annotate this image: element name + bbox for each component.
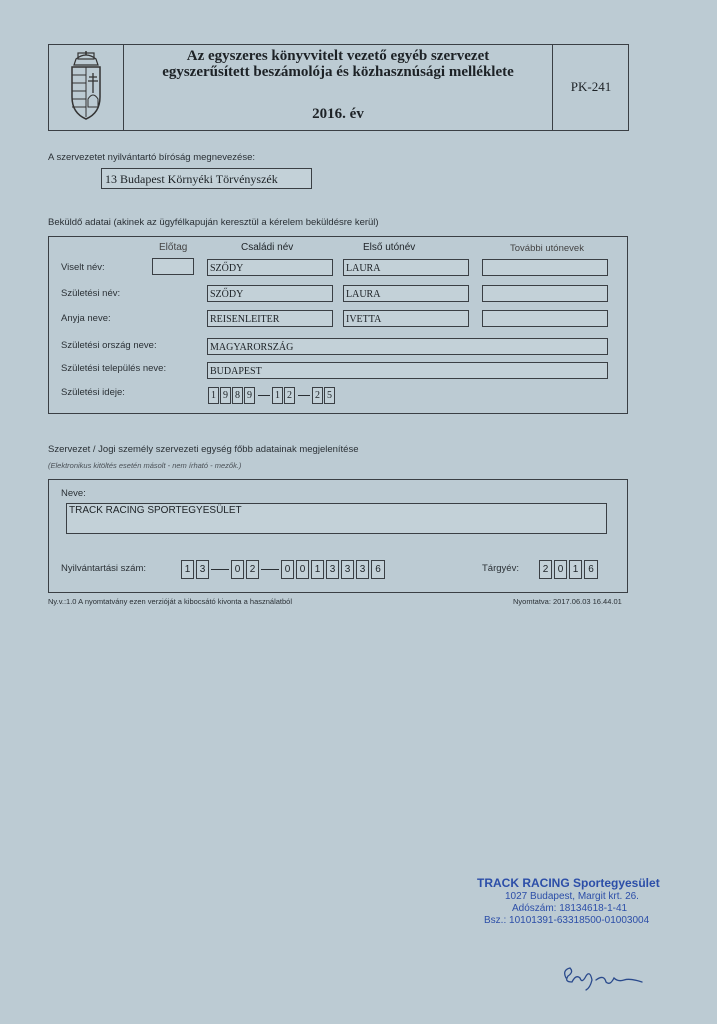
printed-timestamp: Nyomtatva: 2017.06.03 16.44.01 — [513, 597, 622, 606]
year-digit[interactable]: 2 — [539, 560, 552, 579]
birth-year-digit[interactable]: 9 — [220, 387, 231, 404]
birth-year-digit[interactable]: 8 — [232, 387, 243, 404]
birth-city-label: Születési település neve: — [61, 363, 167, 374]
col-first: Első utónév — [363, 242, 416, 253]
mother-first-field[interactable]: IVETTA — [343, 310, 469, 327]
prefix-field[interactable] — [152, 258, 194, 275]
col-family: Családi név — [241, 242, 294, 253]
reg-number-label: Nyilvántartási szám: — [61, 563, 146, 574]
reg-separator — [211, 569, 229, 570]
worn-family-field[interactable]: SZŐDY — [207, 259, 333, 276]
date-separator — [298, 395, 310, 396]
row-label-birth-name: Születési név: — [61, 288, 121, 299]
form-title-line2: egyszerűsített beszámolója és közhasznúsági melléklete — [162, 64, 514, 80]
reg-digit[interactable]: 3 — [356, 560, 369, 579]
court-label: A szervezetet nyilvántartó bíróság megnevezése: — [48, 152, 256, 163]
col-other: További utónevek — [510, 243, 584, 254]
birth-day-digit[interactable]: 2 — [312, 387, 323, 404]
org-name-label: Neve: — [61, 488, 86, 499]
mother-family-field[interactable]: REISENLEITER — [207, 310, 333, 327]
stamp-tax: Adószám: 18134618-1-41 — [512, 903, 628, 914]
subject-year-label: Tárgyév: — [482, 563, 519, 574]
reg-separator — [261, 569, 279, 570]
sender-box — [48, 236, 628, 414]
reg-digit[interactable]: 1 — [181, 560, 194, 579]
form-year: 2016. év — [312, 106, 364, 122]
reg-digit[interactable]: 0 — [231, 560, 244, 579]
birth-country-label: Születési ország neve: — [61, 340, 157, 351]
birth-month-digit[interactable]: 1 — [272, 387, 283, 404]
stamp-address: 1027 Budapest, Margit krt. 26. — [505, 891, 639, 902]
stamp-bank: Bsz.: 10101391-63318500-01003004 — [484, 915, 650, 926]
sender-heading: Beküldő adatai (akinek az ügyfélkapuján keresztül a kérelem beküldésre kerül) — [48, 217, 379, 228]
org-name-field[interactable]: TRACK RACING SPORTEGYESÜLET — [66, 503, 607, 534]
coat-of-arms-icon — [66, 51, 106, 123]
reg-digit[interactable]: 3 — [326, 560, 339, 579]
form-title-line1: Az egyszeres könyvvitelt vezető egyéb szervezet — [186, 48, 490, 64]
birth-city-field[interactable]: BUDAPEST — [207, 362, 608, 379]
birth-day-digit[interactable]: 5 — [324, 387, 335, 404]
form-title — [123, 48, 553, 80]
col-prefix: Előtag — [159, 242, 188, 253]
birth-month-digit[interactable]: 2 — [284, 387, 295, 404]
reg-digit[interactable]: 0 — [296, 560, 309, 579]
birth-first-field[interactable]: LAURA — [343, 285, 469, 302]
version-note: Ny.v.:1.0 A nyomtatvány ezen verzióját a kibocsátó kivonta a használatból — [48, 597, 293, 606]
birth-other-field[interactable] — [482, 285, 608, 302]
org-box — [48, 479, 628, 593]
header-box — [48, 44, 629, 131]
signature — [560, 960, 650, 994]
birth-year-digit[interactable]: 9 — [244, 387, 255, 404]
reg-digit[interactable]: 6 — [371, 560, 385, 579]
org-heading: Szervezet / Jogi személy szervezeti egység főbb adatainak megjelenítése — [48, 444, 359, 455]
form-code: PK-241 — [570, 79, 612, 94]
year-digit[interactable]: 1 — [569, 560, 582, 579]
birth-family-field[interactable]: SZŐDY — [207, 285, 333, 302]
birth-country-field[interactable]: MAGYARORSZÁG — [207, 338, 608, 355]
reg-digit[interactable]: 3 — [341, 560, 354, 579]
reg-digit[interactable]: 3 — [196, 560, 209, 579]
reg-digit[interactable]: 1 — [311, 560, 324, 579]
birth-year-digit[interactable]: 1 — [208, 387, 219, 404]
coat-of-arms-cell — [49, 45, 124, 130]
mother-other-field[interactable] — [482, 310, 608, 327]
worn-first-field[interactable]: LAURA — [343, 259, 469, 276]
form-code-cell — [552, 45, 629, 130]
row-label-mother-name: Anyja neve: — [61, 313, 111, 324]
reg-digit[interactable]: 0 — [281, 560, 294, 579]
reg-digit[interactable]: 2 — [246, 560, 259, 579]
org-subheading: (Elektronikus kitöltés esetén másolt - nem írható - mezők.) — [48, 461, 242, 470]
court-field[interactable]: 13 Budapest Környéki Törvényszék — [101, 168, 312, 189]
birth-date-label: Születési ideje: — [61, 387, 125, 398]
date-separator — [258, 395, 270, 396]
year-digit[interactable]: 0 — [554, 560, 567, 579]
row-label-worn-name: Viselt név: — [61, 262, 105, 273]
stamp-name: TRACK RACING Sportegyesület — [477, 876, 660, 890]
year-digit[interactable]: 6 — [584, 560, 598, 579]
worn-other-field[interactable] — [482, 259, 608, 276]
